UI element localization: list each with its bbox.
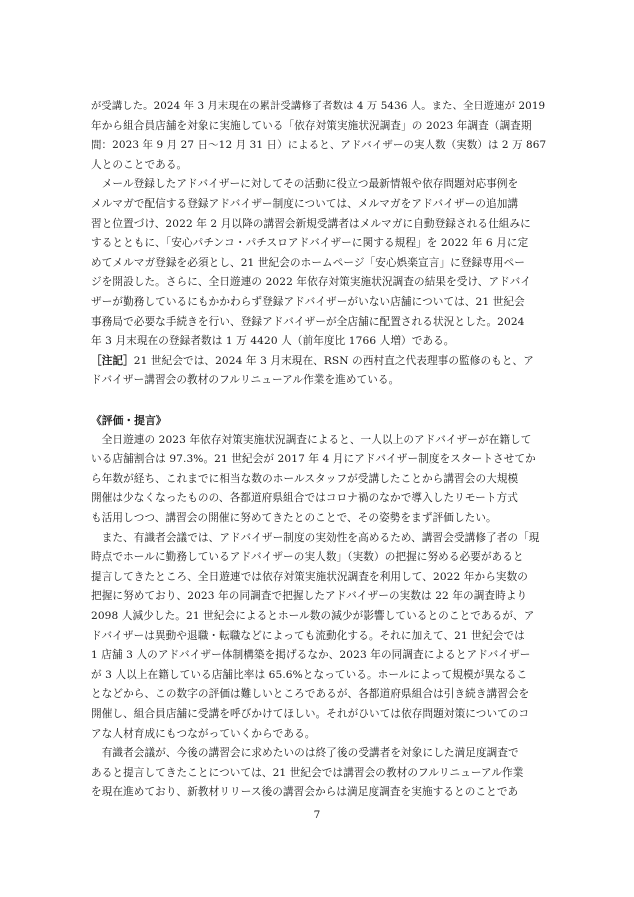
paragraph-line: めてメルマガ登録を必須とし、21 世紀会のホームページ「安心娯楽宣言」に登録専用ペー <box>91 256 525 269</box>
paragraph-line: 人とのことである。 <box>91 158 188 171</box>
paragraph-line: となどから、この数字の評価は難しいところであるが、各都道府県組合は引き続き講習会を <box>91 688 530 701</box>
paragraph-line: 有識者会議が、今後の講習会に求めたいのは終了後の受講者を対象にした満足度調査で <box>91 747 519 760</box>
paragraph-line: 開催し、組合員店舗に受講を呼びかけてほしい。それがひいては依存問題対策についてのコ <box>91 707 530 720</box>
note-line: ドバイザー講習会の教材のフルリニューアル作業を進めている。 <box>91 374 400 387</box>
paragraph-line: を現在進めており、新教材リリース後の講習会からは満足度調査を実施するとのことであ <box>91 786 519 799</box>
paragraph-line: 全日遊連の 2023 年依存対策実施状況調査によると、一人以上のアドバイザーが在籍して <box>91 433 532 446</box>
paragraph-line: また、有識者会議では、アドバイザー制度の実効性を高めるため、講習会受講修了者の「現 <box>91 531 540 544</box>
paragraph-line: 開催は少なくなったものの、各都道府県組合ではコロナ禍のなかで導入したリモート方式 <box>91 492 518 505</box>
paragraph-line: 年から組合員店舗を対象に実施している「依存対策実施状況調査」の 2023 年調査（調査期 <box>91 119 532 132</box>
note-text: 21 世紀会では、2024 年 3 月末現在、RSN の西村直之代表理事の監修のもと、ア <box>133 354 534 367</box>
page-number: 7 <box>313 809 321 821</box>
paragraph-line: するとともに、「安心パチンコ・パチスロアドバイザーに関する規程」を 2022 年 6 月に定 <box>91 237 529 250</box>
paragraph-line: あると提言してきたことについては、21 世紀会では講習会の教材のフルリニューアル作業 <box>91 766 524 779</box>
note-label: ［注記］ <box>91 354 134 367</box>
paragraph-line: 提言してきたところ、全日遊連では依存対策実施状況調査を利用して、2022 年から実数の <box>91 570 528 583</box>
paragraph-line: 年 3 月末現在の登録者数は 1 万 4420 人（前年度比 1766 人増）である。 <box>91 335 455 348</box>
paragraph-line: 把握に努めており、2023 年の同調査で把握したアドバイザーの実数は 22 年の調査時より <box>91 590 528 603</box>
paragraph-line: 事務局で必要な手続きを行い、登録アドバイザーが全店舗に配置される状況とした。2024 <box>91 315 525 328</box>
paragraph-line: ら年数が経ち、これまでに相当な数のホールスタッフが受講したことから講習会の大規模 <box>91 472 519 485</box>
paragraph-line: いる店舗割合は 97.3%。21 世紀会が 2017 年 4 月にアドバイザー制度をスタートさせてか <box>91 453 536 466</box>
paragraph-line: ジを開設した。さらに、全日遊連の 2022 年依存対策実施状況調査の結果を受け、アドバイ <box>91 276 532 289</box>
paragraph-line: 習と位置づけ、2022 年 2 月以降の講習会新規受講者はメルマガに自動登録される仕組みに <box>91 217 531 230</box>
paragraph-line: メルマガで配信する登録アドバイザー制度については、メルマガをアドバイザーの追加講 <box>91 197 519 210</box>
paragraph-line: が 3 人以上在籍している店舗比率は 65.6%となっている。ホールによって規模が異なるこ <box>91 668 528 681</box>
paragraph-line: メール登録したアドバイザーに対してその活動に役立つ最新情報や依存問題対応事例を <box>91 178 519 191</box>
paragraph-line: が受講した。2024 年 3 月末現在の累計受講修了者数は 4 万 5436 人。また、全日遊連が 2019 <box>91 100 546 112</box>
paragraph-line: 2098 人減少した。21 世紀会によるとホール数の減少が影響しているとのことであるが、ア <box>91 609 535 622</box>
paragraph-line: ザーが勤務しているにもかかわらず登録アドバイザーがいない店舗については、21 世紀会 <box>91 295 525 308</box>
paragraph-line: アな人材育成にもつながっていくからである。 <box>91 727 316 740</box>
paragraph-line: 時点でホールに勤務しているアドバイザーの実人数」（実数）の把握に努める必要があると <box>91 551 524 564</box>
paragraph-line: 1 店舗 3 人のアドバイザー体制構築を掲げるなか、2023 年の同調査によるとアドバイザー <box>91 649 531 662</box>
paragraph-line: も活用しつつ、講習会の開催に努めてきたとのことで、その姿勢をまず評価したい。 <box>91 511 497 524</box>
paragraph-line: 間：2023 年 9 月 27 日～12 月 31 日）によると、アドバイザーの実人数（実数）は 2 万 867 <box>91 139 547 152</box>
note-line <box>91 352 546 372</box>
body-section-advisor-status <box>91 97 546 391</box>
paragraph-line: ドバイザーは異動や退職・転職などによっても流動化する。それに加えて、21 世紀会では <box>91 629 525 642</box>
evaluation-section <box>91 411 546 803</box>
section-heading: 《評価・提言》 <box>91 414 167 427</box>
